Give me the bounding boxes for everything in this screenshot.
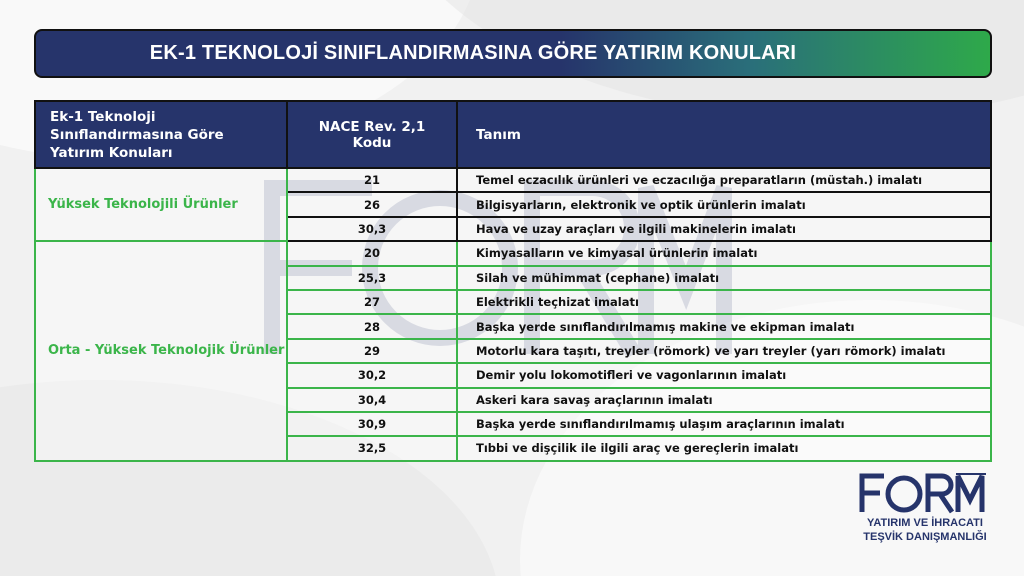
form-logo-icon [858, 472, 988, 514]
category-high-tech: Yüksek Teknolojili Ürünler [35, 168, 287, 241]
nace-code: 30,3 [287, 217, 457, 241]
nace-code: 28 [287, 314, 457, 338]
category-medium-high-tech: Orta - Yüksek Teknolojik Ürünler [35, 241, 287, 461]
title-banner [34, 29, 992, 78]
nace-code: 26 [287, 192, 457, 216]
description: Temel eczacılık ürünleri ve eczacılığa preparatların (müstah.) imalatı [457, 168, 991, 192]
nace-code: 32,5 [287, 436, 457, 460]
description: Silah ve mühimmat (cephane) imalatı [457, 266, 991, 290]
header-description: Tanım [457, 101, 991, 168]
logo-tagline-line2: TEŞVİK DANIŞMANLIĞI [863, 531, 987, 543]
nace-code: 20 [287, 241, 457, 265]
header-nace-code: NACE Rev. 2,1 Kodu [287, 101, 457, 168]
table-row [35, 168, 991, 192]
table-header-row [35, 101, 991, 168]
nace-code: 30,4 [287, 388, 457, 412]
form-logo [858, 472, 988, 544]
description: Demir yolu lokomotifleri ve vagonlarının imalatı [457, 363, 991, 387]
description: Tıbbi ve dişçilik ile ilgili araç ve gereçlerin imalatı [457, 436, 991, 460]
description: Başka yerde sınıflandırılmamış ulaşım araçlarının imalatı [457, 412, 991, 436]
nace-code: 30,2 [287, 363, 457, 387]
nace-code: 25,3 [287, 266, 457, 290]
description: Kimyasalların ve kimyasal ürünlerin imalatı [457, 241, 991, 265]
description: Hava ve uzay araçları ve ilgili makinelerin imalatı [457, 217, 991, 241]
table-row [35, 241, 991, 265]
nace-code: 30,9 [287, 412, 457, 436]
description: Bilgisyarların, elektronik ve optik ürünlerin imalatı [457, 192, 991, 216]
nace-code: 27 [287, 290, 457, 314]
logo-tagline [858, 516, 992, 544]
nace-code: 21 [287, 168, 457, 192]
description: Başka yerde sınıflandırılmamış makine ve ekipman imalatı [457, 314, 991, 338]
header-category: Ek-1 Teknoloji Sınıflandırmasına Göre Yatırım Konuları [35, 101, 287, 168]
page-title: EK-1 TEKNOLOJİ SINIFLANDIRMASINA GÖRE YATIRIM KONULARI [149, 42, 797, 64]
description: Motorlu kara taşıtı, treyler (römork) ve yarı treyler (yarı römork) imalatı [457, 339, 991, 363]
description: Askeri kara savaş araçlarının imalatı [457, 388, 991, 412]
investment-table [34, 100, 992, 462]
logo-tagline-line1: YATIRIM VE İHRACATI [867, 517, 983, 529]
description: Elektrikli teçhizat imalatı [457, 290, 991, 314]
nace-code: 29 [287, 339, 457, 363]
